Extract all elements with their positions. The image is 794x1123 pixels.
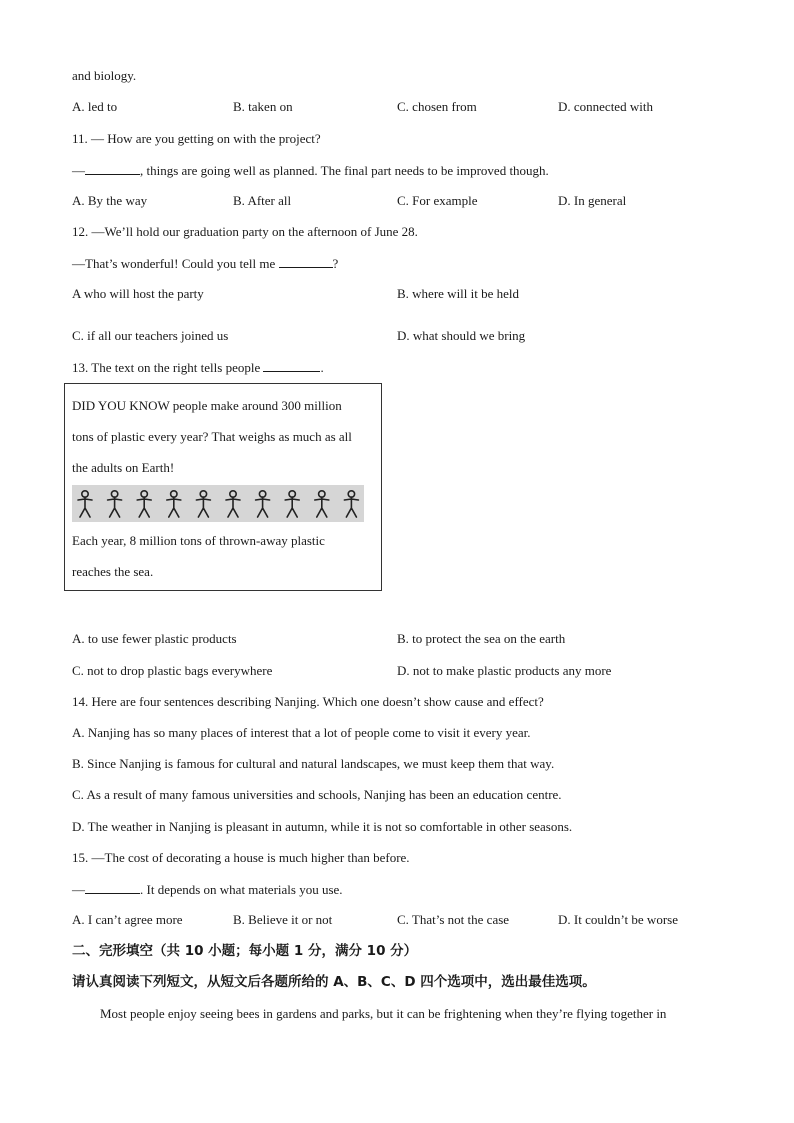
passage-first-line: Most people enjoy seeing bees in gardens and parks, but it can be frightening when they’re flying together in [100,1006,667,1021]
section-2-title: 二、完形填空（共 10 小题；每小题 1 分，满分 10 分） [72,943,418,959]
q11-reply-text: , things are going well as planned. The final part needs to be improved though. [140,163,549,178]
q11-option-b[interactable]: B. After all [233,193,292,208]
person-figure-icon [226,491,240,517]
q11-reply-dash: — [72,163,85,178]
q12-stem: 12. —We’ll hold our graduation party on the afternoon of June 28. [72,224,418,239]
q11-answer-blank[interactable] [85,162,140,175]
q14-option-c[interactable]: C. As a result of many famous universities and schools, Nanjing has been an education centre. [72,787,562,802]
q11-option-a[interactable]: A. By the way [72,193,148,208]
info-line-3: the adults on Earth! [72,460,175,475]
q15-option-d[interactable]: D. It couldn’t be worse [558,912,678,927]
q12-reply [72,255,338,272]
q14-option-a[interactable]: A. Nanjing has so many places of interest that a lot of people come to visit it every year. [72,725,531,740]
info-line-1: DID YOU KNOW people make around 300 million [72,398,342,413]
q11-stem: 11. — How are you getting on with the project? [72,131,321,146]
person-figure-icon [137,491,151,517]
q15-option-b[interactable]: B. Believe it or not [233,912,333,927]
q12-reply-text: —That’s wonderful! Could you tell me [72,256,276,271]
q12-answer-blank[interactable] [279,255,333,268]
q13-answer-blank[interactable] [263,359,320,372]
person-figure-icon [315,491,329,517]
q11-option-c[interactable]: C. For example [397,193,478,208]
person-figure-icon [344,491,358,517]
q13-option-b[interactable]: B. to protect the sea on the earth [397,631,566,646]
q14-stem: 14. Here are four sentences describing Nanjing. Which one doesn’t show cause and effect? [72,694,544,709]
person-figure-icon [196,491,210,517]
q13-stem [72,359,324,376]
q11-option-d[interactable]: D. In general [558,193,627,208]
q15-reply [72,881,343,898]
q13-option-c[interactable]: C. not to drop plastic bags everywhere [72,663,273,678]
person-figure-icon [167,491,181,517]
q10-option-d[interactable]: D. connected with [558,99,653,114]
q15-option-c[interactable]: C. That’s not the case [397,912,510,927]
info-line-5: reaches the sea. [72,564,154,579]
q13-stem-text: 13. The text on the right tells people [72,360,261,375]
q15-reply-text: . It depends on what materials you use. [140,882,343,897]
person-figure-icon [285,491,299,517]
info-line-2: tons of plastic every year? That weighs as much as all [72,429,352,444]
person-figure-icon [78,491,92,517]
section-2-instruction: 请认真阅读下列短文，从短文后各题所给的 A、B、C、D 四个选项中，选出最佳选项。 [72,974,596,990]
q12-option-a[interactable]: A who will host the party [72,286,204,301]
q12-option-c[interactable]: C. if all our teachers joined us [72,328,229,343]
q13-option-d[interactable]: D. not to make plastic products any more [397,663,612,678]
q10-option-b[interactable]: B. taken on [233,99,293,114]
q10-option-a[interactable]: A. led to [72,99,118,114]
q14-option-d[interactable]: D. The weather in Nanjing is pleasant in autumn, while it is not so comfortable in other seasons. [72,819,573,834]
q15-reply-dash: — [72,882,85,897]
q14-option-b[interactable]: B. Since Nanjing is famous for cultural and natural landscapes, we must keep them that way. [72,756,555,771]
q15-option-a[interactable]: A. I can’t agree more [72,912,183,927]
person-figure-icon [108,491,122,517]
info-line-4: Each year, 8 million tons of thrown-away plastic [72,533,325,548]
person-figure-icon [256,491,270,517]
q15-stem: 15. —The cost of decorating a house is much higher than before. [72,850,410,865]
q15-answer-blank[interactable] [85,881,140,894]
q10-option-c[interactable]: C. chosen from [397,99,477,114]
q12-question-mark: ? [332,256,339,271]
q13-option-a[interactable]: A. to use fewer plastic products [72,631,237,646]
q12-option-d[interactable]: D. what should we bring [397,328,526,343]
people-figures-image [72,485,364,522]
q11-reply [72,162,549,179]
info-text-box [64,383,382,591]
previous-question-tail: and biology. [72,68,137,83]
q13-stem-period: . [320,360,324,375]
q12-option-b[interactable]: B. where will it be held [397,286,520,301]
